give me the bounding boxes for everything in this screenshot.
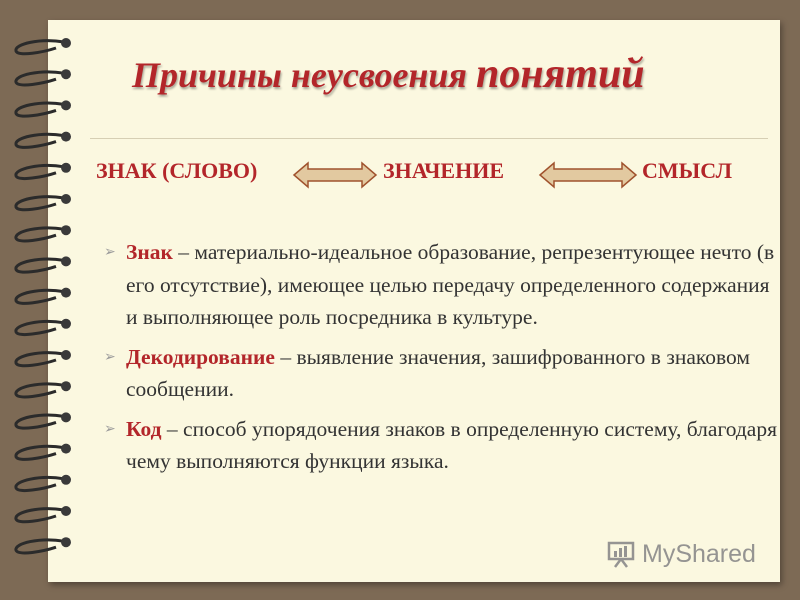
double-arrow-icon bbox=[292, 160, 378, 190]
binding-hole bbox=[61, 537, 71, 547]
binding-hole bbox=[61, 132, 71, 142]
binding-ring bbox=[16, 322, 64, 335]
binding-ring bbox=[16, 197, 64, 210]
binding-ring bbox=[16, 290, 64, 303]
presentation-icon bbox=[606, 539, 636, 569]
bullet-arrow-icon: ➢ bbox=[104, 420, 116, 437]
watermark-text: MyShared bbox=[642, 539, 756, 568]
binding-ring bbox=[16, 41, 64, 54]
title-part-1: Причины неусвоения bbox=[132, 55, 467, 95]
list-item bbox=[100, 413, 780, 478]
binding-hole bbox=[61, 444, 71, 454]
binding-ring bbox=[16, 509, 64, 522]
definitions-list bbox=[100, 236, 780, 485]
binding-hole bbox=[61, 100, 71, 110]
slide-title bbox=[132, 50, 645, 98]
binding-ring bbox=[16, 478, 64, 491]
term-code: Код bbox=[126, 416, 162, 441]
watermark-logo bbox=[606, 537, 756, 571]
chain-meaning: ЗНАЧЕНИЕ bbox=[383, 158, 504, 183]
list-item bbox=[100, 341, 780, 406]
binding-ring bbox=[16, 103, 64, 116]
binding-ring bbox=[16, 228, 64, 241]
binding-ring bbox=[16, 540, 64, 553]
bullet-arrow-icon: ➢ bbox=[104, 244, 116, 260]
binding-hole bbox=[61, 256, 71, 266]
binding-hole bbox=[61, 288, 71, 298]
binding-hole bbox=[61, 38, 71, 48]
binding-ring bbox=[16, 72, 64, 85]
binding-hole bbox=[61, 412, 71, 422]
binding-hole bbox=[61, 350, 71, 360]
definition-text: – выявление значения, зашифрованного в знаковом сообщении. bbox=[126, 344, 750, 401]
double-arrow-icon bbox=[538, 160, 638, 190]
binding-hole bbox=[61, 225, 71, 235]
divider bbox=[90, 138, 768, 139]
binding-hole bbox=[61, 69, 71, 79]
binding-ring bbox=[16, 415, 64, 428]
binding-hole bbox=[61, 381, 71, 391]
chain-sign: ЗНАК (СЛОВО) bbox=[96, 158, 258, 183]
definition-text: – материально-идеальное образование, репрезентующее нечто (в его отсутствие), имеющее целью передачу определенного содержания и выполняющее роль посредника в культуре. bbox=[126, 240, 775, 329]
binding-hole bbox=[61, 506, 71, 516]
binding-ring bbox=[16, 134, 64, 147]
binding-hole bbox=[61, 163, 71, 173]
term-decoding: Декодирование bbox=[126, 344, 275, 369]
title-part-2: понятий bbox=[475, 51, 645, 97]
binding-ring bbox=[16, 384, 64, 397]
binding-ring bbox=[16, 353, 64, 366]
binding-ring bbox=[16, 259, 64, 272]
binding-ring bbox=[16, 446, 64, 459]
binding-hole bbox=[61, 194, 71, 204]
binding-hole bbox=[61, 475, 71, 485]
bullet-arrow-icon: ➢ bbox=[104, 348, 116, 365]
spiral-binding bbox=[0, 0, 90, 600]
binding-hole bbox=[61, 319, 71, 329]
definition-text: – способ упорядочения знаков в определенную систему, благодаря чему выполняются функции языка. bbox=[126, 416, 777, 473]
term-sign: Знак bbox=[126, 240, 173, 264]
chain-sense: СМЫСЛ bbox=[642, 158, 732, 183]
binding-ring bbox=[16, 166, 64, 179]
list-item bbox=[100, 236, 780, 334]
